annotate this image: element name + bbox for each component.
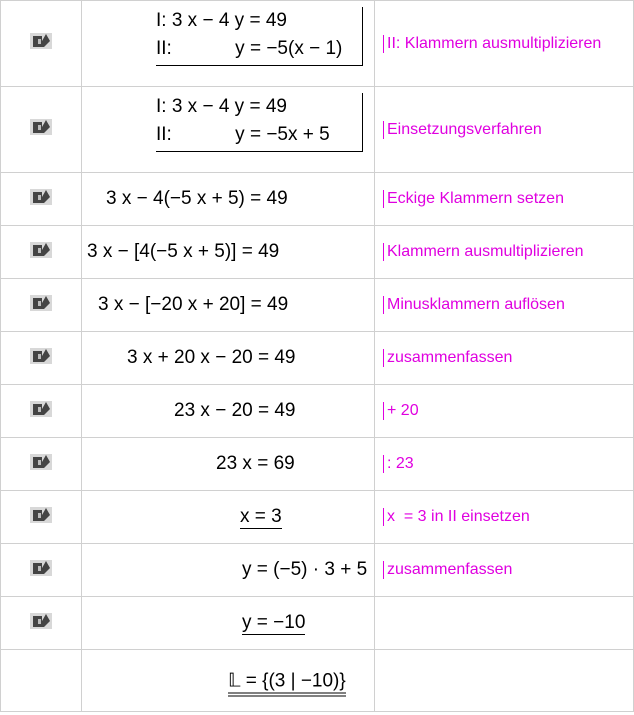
equation: 23 x = 69	[216, 453, 295, 474]
equation-cell	[82, 491, 375, 544]
equation-cell	[82, 173, 375, 226]
equation-cell	[82, 87, 375, 173]
table-row	[1, 438, 634, 491]
equation: 3 x − 4(−5 x + 5) = 49	[106, 188, 288, 209]
equation-cell	[82, 385, 375, 438]
equation-cell	[82, 279, 375, 332]
icon-cell	[1, 279, 82, 332]
equation-cell	[82, 332, 375, 385]
equation-wrapper	[242, 559, 367, 581]
note-cell	[375, 226, 634, 279]
icon-cell	[1, 491, 82, 544]
table-row	[1, 544, 634, 597]
equation-line-2: II: y = −5x + 5	[156, 124, 330, 145]
equation-cell	[82, 650, 375, 712]
step-note: zusammenfassen	[383, 349, 512, 367]
step-note: Einsetzungsverfahren	[383, 121, 542, 139]
note-cell	[375, 438, 634, 491]
icon-cell	[1, 173, 82, 226]
icon-cell	[1, 597, 82, 650]
icon-cell	[1, 87, 82, 173]
step-note: x = 3 in II einsetzen	[383, 508, 530, 526]
note-cell	[375, 332, 634, 385]
note-cell	[375, 279, 634, 332]
note-cell	[375, 87, 634, 173]
equation: 𝕃 = {(3 | −10)}	[228, 670, 346, 696]
note-cell	[375, 544, 634, 597]
pencil-note-icon[interactable]	[30, 241, 52, 259]
pencil-note-icon[interactable]	[30, 347, 52, 365]
step-note: zusammenfassen	[383, 561, 512, 579]
note-cell	[375, 650, 634, 712]
equation: 23 x − 20 = 49	[174, 400, 296, 421]
table-row	[1, 597, 634, 650]
step-note: : 23	[383, 455, 414, 473]
equation: x = 3	[240, 506, 282, 527]
table-row	[1, 1, 634, 87]
icon-cell	[1, 385, 82, 438]
table-row	[1, 332, 634, 385]
equation-wrapper	[216, 453, 295, 475]
equation-line-1: I: 3 x − 4 y = 49	[156, 10, 287, 31]
step-note: Minusklammern auflösen	[383, 296, 565, 314]
equation-line-1: I: 3 x − 4 y = 49	[156, 96, 287, 117]
equation-wrapper	[174, 400, 296, 422]
icon-cell	[1, 226, 82, 279]
icon-cell	[1, 438, 82, 491]
equation: 3 x − [4(−5 x + 5)] = 49	[87, 241, 280, 262]
equation: 3 x − [−20 x + 20] = 49	[98, 294, 289, 315]
equation-wrapper	[87, 241, 279, 263]
pencil-note-icon[interactable]	[30, 118, 52, 136]
pencil-note-icon[interactable]	[30, 559, 52, 577]
table-row	[1, 650, 634, 712]
equation: 3 x + 20 x − 20 = 49	[127, 347, 296, 368]
equation: y = (−5) · 3 + 5	[242, 559, 368, 580]
pencil-note-icon[interactable]	[30, 612, 52, 630]
table-row	[1, 279, 634, 332]
equation-wrapper	[106, 188, 288, 210]
icon-cell	[1, 544, 82, 597]
step-note: + 20	[383, 402, 419, 420]
equation-wrapper	[98, 294, 288, 316]
table-row	[1, 173, 634, 226]
pencil-note-icon[interactable]	[30, 32, 52, 50]
equation-system	[156, 93, 363, 152]
equation-wrapper	[240, 506, 282, 528]
icon-cell	[1, 1, 82, 87]
equation-wrapper	[242, 612, 305, 634]
table-row	[1, 87, 634, 173]
pencil-note-icon[interactable]	[30, 506, 52, 524]
equation-system	[156, 7, 363, 66]
note-cell	[375, 385, 634, 438]
note-cell	[375, 173, 634, 226]
equation-cell	[82, 597, 375, 650]
table-row	[1, 491, 634, 544]
step-note: II: Klammern ausmultiplizieren	[383, 35, 601, 53]
note-cell	[375, 1, 634, 87]
pencil-note-icon[interactable]	[30, 453, 52, 471]
step-note: Eckige Klammern setzen	[383, 190, 564, 208]
icon-cell	[1, 650, 82, 712]
equation-cell	[82, 544, 375, 597]
equation-line-2: II: y = −5(x − 1)	[156, 38, 343, 59]
step-note: Klammern ausmultiplizieren	[383, 243, 584, 261]
pencil-note-icon[interactable]	[30, 400, 52, 418]
equation-cell	[82, 438, 375, 491]
equation: y = −10	[242, 612, 306, 633]
icon-cell	[1, 332, 82, 385]
equation-wrapper	[228, 669, 346, 692]
pencil-note-icon[interactable]	[30, 188, 52, 206]
note-cell	[375, 491, 634, 544]
equation-cell	[82, 226, 375, 279]
table-row	[1, 226, 634, 279]
table-row	[1, 385, 634, 438]
pencil-note-icon[interactable]	[30, 294, 52, 312]
equation-cell	[82, 1, 375, 87]
equation-wrapper	[127, 347, 296, 369]
note-cell	[375, 597, 634, 650]
